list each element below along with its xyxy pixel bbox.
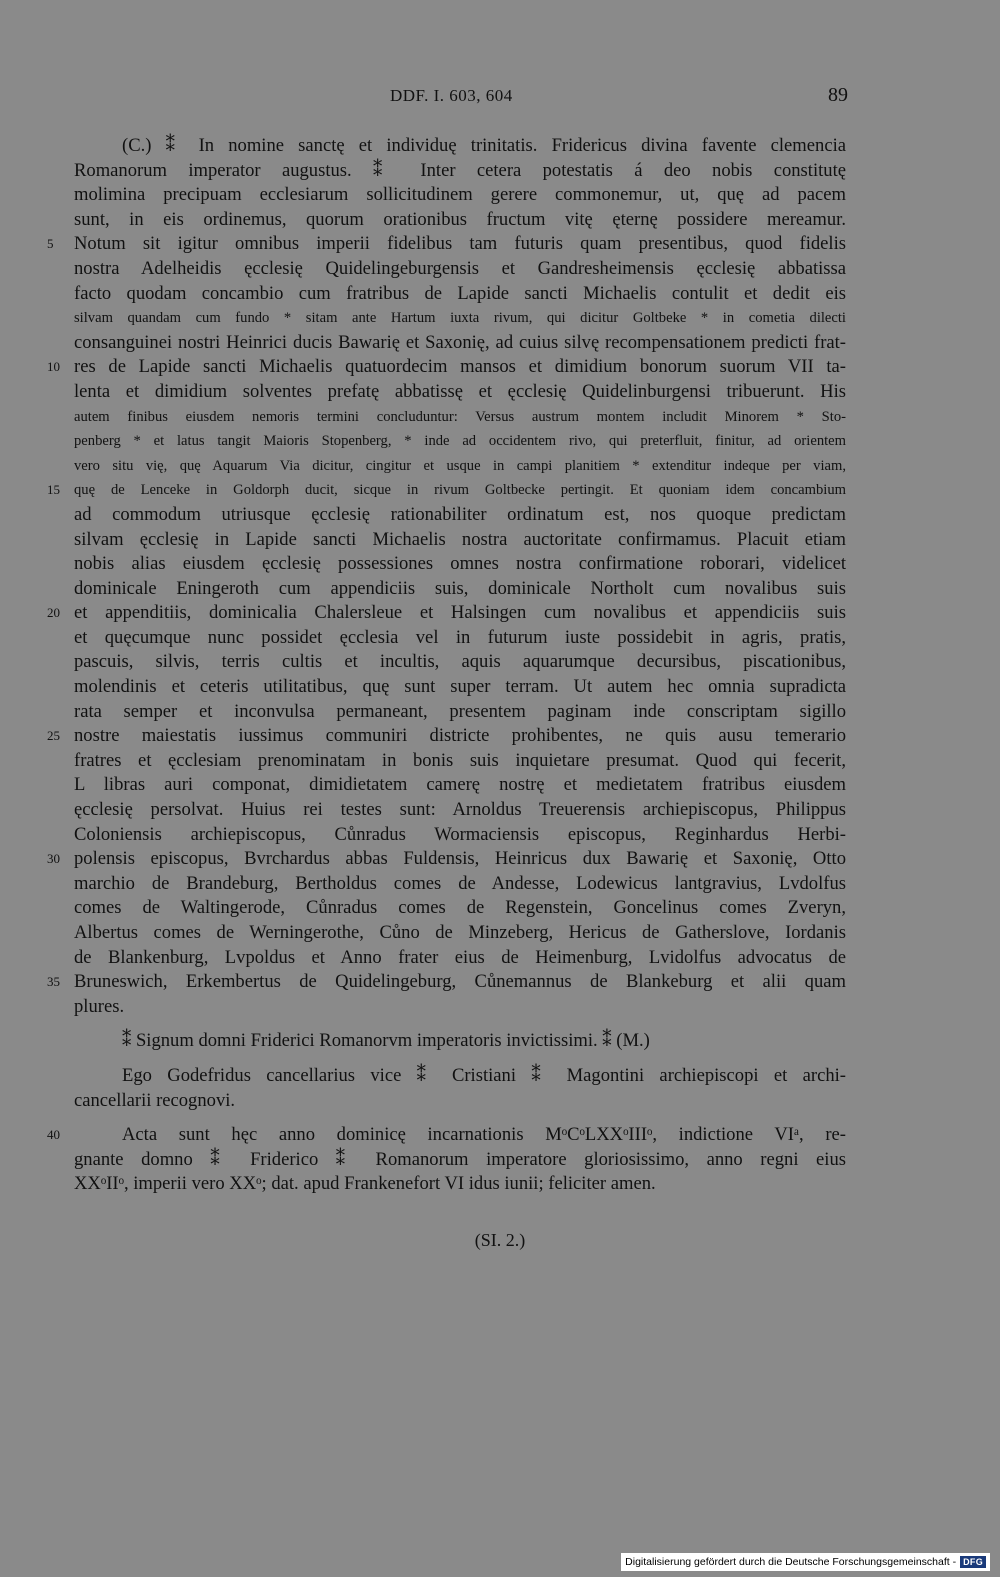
line-text: plures.: [74, 995, 125, 1017]
line-text: Romanorum imperator augustus. ⁑ Inter cetera potestatis á deo nobis constitutę: [74, 159, 846, 181]
paragraph-gap: [74, 1054, 846, 1064]
text-line: [74, 429, 846, 454]
line-text: rata semper et inconvulsa permaneant, presentem paginam inde conscriptam sigillo: [74, 700, 846, 722]
text-line: [74, 503, 846, 528]
text-line: [74, 626, 846, 651]
text-line: [47, 724, 846, 749]
line-text: Ego Godefridus cancellarius vice ⁑ Cristiani ⁑ Magontini archiepiscopi et archi-: [122, 1064, 846, 1086]
text-line: [74, 208, 846, 233]
page-number: 89: [828, 84, 848, 106]
funding-footer: [621, 1553, 990, 1571]
line-text: dominicale Eningeroth cum appendiciis suis, dominicale Northolt cum novalibus suis: [74, 577, 846, 599]
text-line: [74, 1148, 846, 1173]
line-number: 10: [47, 359, 60, 375]
line-number: 5: [47, 236, 54, 252]
line-number: 15: [47, 482, 60, 498]
line-text: Acta sunt hęc anno dominicę incarnationis MᵒCᵒLXXᵒIIIᵒ, indictione VIᵃ, re-: [122, 1124, 846, 1146]
text-line: [47, 970, 846, 995]
text-line: [74, 1172, 846, 1197]
text-line: [74, 798, 846, 823]
footer-text: Digitalisierung gefördert durch die Deutsche Forschungsgemeinschaft -: [625, 1556, 957, 1568]
text-line: [74, 134, 846, 159]
text-line: [74, 946, 846, 971]
paragraph-gap: [74, 1113, 846, 1123]
running-title: DDF. I. 603, 604: [390, 86, 513, 105]
text-line: [47, 847, 846, 872]
text-line: [74, 773, 846, 798]
line-text: ęcclesię persolvat. Huius rei testes sunt: Arnoldus Treuerensis archiepiscopus, Philippus: [74, 799, 846, 821]
text-line: [74, 1064, 846, 1089]
text-line: [74, 528, 846, 553]
line-text: (C.) ⁑ In nomine sanctę et individuę trinitatis. Fridericus divina favente clemencia: [122, 135, 846, 156]
line-text: nostra Adelheidis ęcclesię Quidelingeburgensis et Gandresheimensis ęcclesię abbatissa: [74, 257, 846, 279]
line-text: facto quodam concambio cum fratribus de Lapide sancti Michaelis contulit et dedit eis: [74, 282, 846, 304]
text-line: [74, 1089, 846, 1114]
text-line: [74, 257, 846, 282]
line-number: 20: [47, 605, 60, 621]
text-line: [74, 159, 846, 184]
seal-note: (SI. 2.): [474, 1230, 526, 1250]
text-line: [74, 921, 846, 946]
line-text: autem finibus eiusdem nemoris termini concluduntur: Versus austrum montem includit Minorem * Sto-: [74, 408, 846, 425]
text-line: [74, 577, 846, 602]
line-text: et appenditiis, dominicalia Chalersleue et Halsingen cum novalibus et appendiciis suis: [74, 602, 846, 624]
line-text: pascuis, silvis, terris cultis et incultis, aquis aquarumque decursibus, piscationibus,: [74, 651, 846, 673]
line-text: vero situ vię, quę Aquarum Via dicitur, cingitur et usque in campi planitiem * extenditur indeque per viam,: [74, 457, 846, 474]
text-line: [74, 675, 846, 700]
line-text: consanguinei nostri Heinrici ducis Bawarię et Saxonię, ad cuius silvę recompensationem predicti frat-: [74, 331, 846, 353]
line-text: polensis episcopus, Bvrchardus abbas Fuldensis, Heinricus dux Bawarię et Saxonię, Otto: [74, 848, 846, 870]
text-line: [47, 478, 846, 503]
line-text: Albertus comes de Werningerothe, Cůno de Minzeberg, Hericus de Gatherslove, Iordanis: [74, 922, 846, 943]
line-text: cancellarii recognovi.: [74, 1089, 236, 1111]
line-text: sunt, in eis ordinemus, quorum orationibus fructum vitę ęternę possidere mereamur.: [74, 208, 846, 230]
line-text: molimina precipuam ecclesiarum sollicitudinem gerere commonemur, ut, quę ad pacem: [74, 184, 846, 206]
line-text: L libras auri componat, dimidietatem camerę nostrę et medietatem fratribus eiusdem: [74, 774, 846, 796]
text-line: [47, 232, 846, 257]
text-line: [74, 454, 846, 479]
line-text: comes de Waltingerode, Cůnradus comes de Regenstein, Goncelinus comes Zveryn,: [74, 897, 846, 919]
text-line: [74, 995, 846, 1020]
text-line: [74, 749, 846, 774]
text-line: [74, 405, 846, 430]
line-text: molendinis et ceteris utilitatibus, quę sunt super terram. Ut autem hec omnia supradicta: [74, 676, 846, 698]
charter-text: [47, 134, 846, 1197]
text-line: [74, 331, 846, 356]
line-text: marchio de Brandeburg, Bertholdus comes de Andesse, Lodewicus lantgravius, Lvdolfus: [74, 872, 846, 894]
line-text: nobis alias eiusdem ęcclesię possessiones omnes nostra confirmatione roborari, videlicet: [74, 553, 846, 575]
line-text: nostre maiestatis iussimus communiri districte prohibentes, ne quis ausu temerario: [74, 725, 846, 747]
text-line: [74, 552, 846, 577]
paragraph-gap: [74, 1019, 846, 1029]
line-text: ad commodum utriusque ęcclesię rationabiliter ordinatum est, nos quoque predictam: [74, 503, 846, 525]
line-number: 35: [47, 974, 60, 990]
text-line: [74, 872, 846, 897]
text-line: [47, 1123, 846, 1148]
line-number: 40: [47, 1127, 60, 1143]
text-line: [74, 183, 846, 208]
text-line: [74, 306, 846, 331]
line-text: Bruneswich, Erkembertus de Quidelingeburg, Cůnemannus de Blankeburg et alii quam: [74, 971, 846, 993]
line-text: fratres et ęcclesiam prenominatam in bonis suis inquietare presumat. Quod qui fecerit,: [74, 749, 846, 771]
line-text: penberg * et latus tangit Maioris Stopenberg, * inde ad occidentem rivo, qui preterfluit, finitur, ad orientem: [74, 433, 846, 450]
line-text: et quęcumque nunc possidet ęcclesia vel in futurum iuste possidebit in agris, pratis,: [74, 626, 846, 648]
line-text: ⁑ Signum domni Friderici Romanorvm imperatoris invictissimi. ⁑ (M.): [122, 1030, 650, 1052]
dfg-logo: DFG: [960, 1556, 986, 1568]
text-line: [47, 601, 846, 626]
line-number: 30: [47, 851, 60, 867]
line-text: Notum sit igitur omnibus imperii fidelibus tam futuris quam presentibus, quod fidelis: [74, 233, 846, 255]
line-text: Coloniensis archiepiscopus, Cůnradus Wormaciensis episcopus, Reginhardus Herbi-: [74, 823, 846, 845]
text-line: [74, 896, 846, 921]
line-text: gnante domno ⁑ Friderico ⁑ Romanorum imperatore gloriosissimo, anno regni eius: [74, 1148, 846, 1170]
line-text: quę de Lenceke in Goldorph ducit, sicque in rivum Goltbecke pertingit. Et quoniam idem concambium: [74, 482, 846, 499]
text-line: [47, 355, 846, 380]
text-line: [74, 700, 846, 725]
text-line: [74, 650, 846, 675]
line-text: lenta et dimidium solventes prefatę abbatissę et ęcclesię Quidelinburgensi tribuerunt. His: [74, 380, 846, 402]
line-text: de Blankenburg, Lvpoldus et Anno frater eius de Heimenburg, Lvidolfus advocatus de: [74, 946, 846, 968]
text-line: [74, 282, 846, 307]
line-text: XXᵒIIᵒ, imperii vero XXᵒ; dat. apud Frankenefort VI idus iunii; feliciter amen.: [74, 1173, 656, 1195]
text-line: [74, 380, 846, 405]
line-text: silvam ęcclesię in Lapide sancti Michaelis nostra auctoritate confirmamus. Placuit etiam: [74, 528, 846, 550]
line-number: 25: [47, 728, 60, 744]
line-text: res de Lapide sancti Michaelis quatuordecim mansos et dimidium bonorum suorum VII ta-: [74, 356, 846, 378]
text-line: [74, 1029, 846, 1054]
text-line: [74, 823, 846, 848]
line-text: silvam quandam cum fundo * sitam ante Hartum iuxta rivum, qui dicitur Goltbeke * in cometia dilecti: [74, 310, 846, 327]
